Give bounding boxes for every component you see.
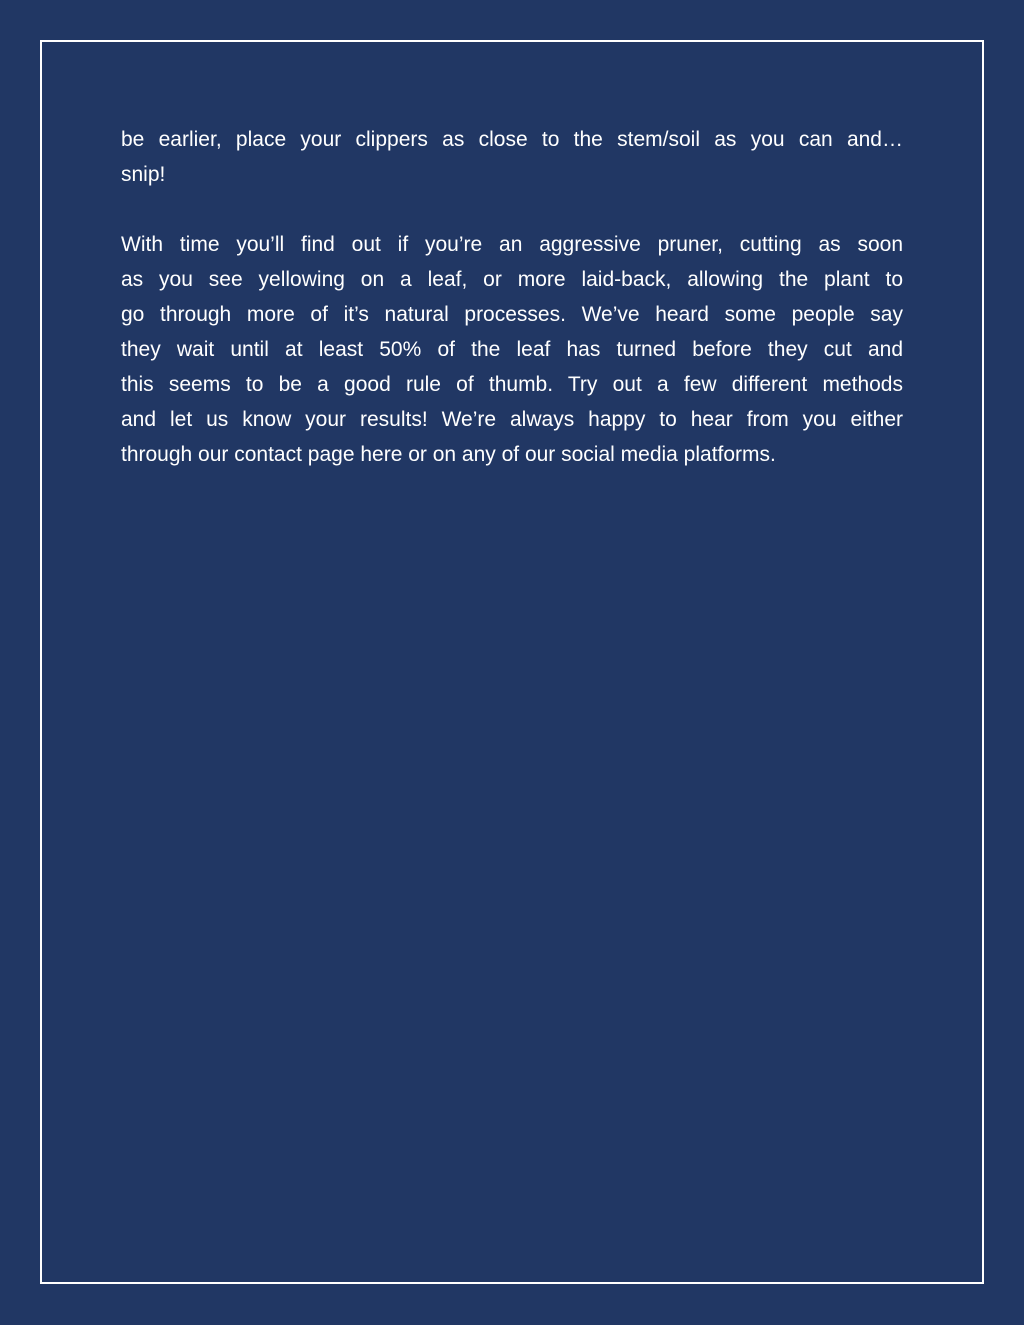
- text-line: snip!: [121, 163, 166, 186]
- paragraph-snip: [121, 122, 903, 192]
- text-line: this seems to be a good rule of thumb. Try out a few different methods: [121, 373, 903, 396]
- document-body: [121, 122, 903, 472]
- text-line: With time you’ll find out if you’re an aggressive pruner, cutting as soon: [121, 233, 903, 256]
- text-line: they wait until at least 50% of the leaf has turned before they cut and: [121, 338, 903, 361]
- text-line: through our contact page here or on any of our social media platforms.: [121, 443, 776, 466]
- text-line: go through more of it’s natural processes. We’ve heard some people say: [121, 303, 903, 326]
- text-line: as you see yellowing on a leaf, or more laid-back, allowing the plant to: [121, 268, 903, 291]
- text-line: and let us know your results! We’re always happy to hear from you either: [121, 408, 903, 431]
- paragraph-pruning-style: [121, 227, 903, 472]
- text-line: be earlier, place your clippers as close to the stem/soil as you can and…: [121, 128, 903, 151]
